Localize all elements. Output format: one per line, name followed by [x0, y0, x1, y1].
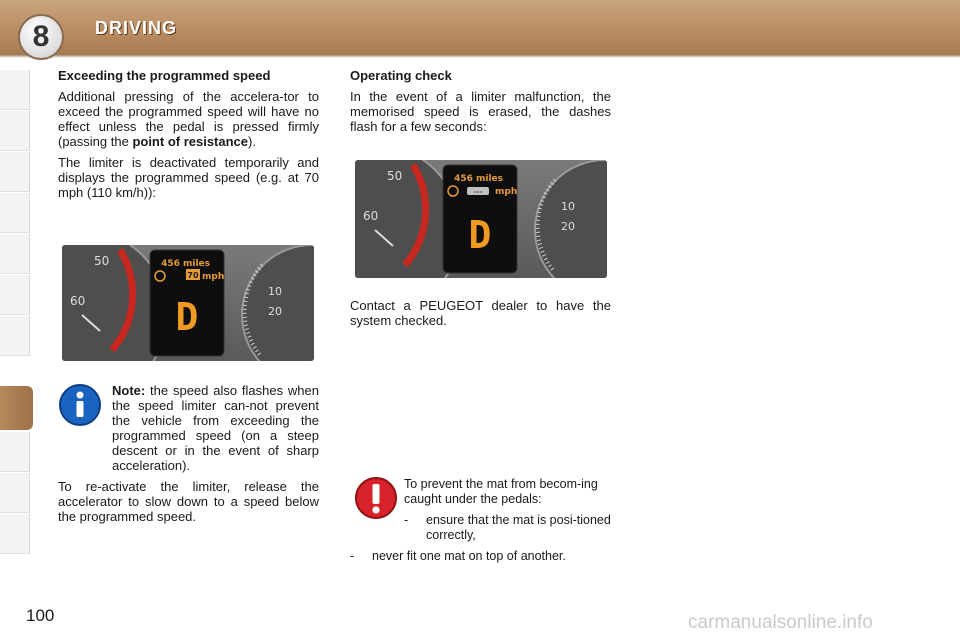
chapter-title: DRIVING	[95, 18, 178, 38]
cluster2-dashes: ---	[473, 188, 483, 196]
right-column	[350, 68, 611, 140]
svg-text:60: 60	[363, 209, 379, 223]
chapter-tabs	[0, 60, 40, 580]
warning-item-2: - never fit one mat on top of another.	[350, 549, 566, 563]
cluster1-miles: 456 miles	[161, 259, 210, 269]
svg-text:20: 20	[268, 305, 282, 318]
cluster1-speed: 70	[187, 271, 199, 280]
cluster2-gear: D	[468, 213, 492, 257]
warning-intro: To prevent the mat from becom-ing caught under the pedals:	[404, 477, 598, 506]
chapter-tab-1[interactable]	[0, 70, 30, 110]
paragraph-malfunction: In the event of a limiter malfunction, the memorised speed is erased, the dashes flash for a few seconds:	[350, 89, 611, 134]
paragraph-contact-dealer: Contact a PEUGEOT dealer to have the system checked.	[350, 298, 611, 328]
section-heading-exceeding: Exceeding the programmed speed	[58, 68, 271, 83]
left-column	[58, 68, 319, 206]
watermark: carmanualsonline.info	[688, 612, 873, 633]
svg-text:50: 50	[94, 254, 110, 268]
warning-block	[350, 477, 611, 564]
paragraph-additional-pressing: Additional pressing of the accelera-tor to exceed the programmed speed will have no effect unless the pedal is pressed firmly (passing the point of resistance).	[58, 89, 319, 149]
cluster2-unit: mph	[495, 187, 518, 197]
chapter-tab-9[interactable]	[0, 432, 30, 472]
chapter-tab-2[interactable]	[0, 111, 30, 151]
instrument-cluster-image-dashes	[355, 160, 607, 278]
svg-text:60: 60	[70, 294, 86, 308]
note-paragraph: Note: the speed also flashes when the speed limiter can-not prevent the vehicle from exceeding the programmed speed (on a steep descent or in the event of sharp acceleration).	[112, 383, 319, 473]
paragraph-limiter-deactivated: The limiter is deactivated temporarily and displays the programmed speed (e.g. at 70 mph (110 km/h)):	[58, 155, 319, 200]
cluster1-unit: mph	[202, 272, 225, 282]
chapter-tab-6[interactable]	[0, 275, 30, 315]
chapter-tab-8-active[interactable]	[0, 386, 33, 430]
instrument-cluster-image-speed	[62, 245, 314, 361]
contact-dealer-block	[350, 298, 611, 334]
chapter-tab-4[interactable]	[0, 193, 30, 233]
svg-text:10: 10	[268, 285, 282, 298]
header-shadow	[0, 54, 960, 58]
chapter-tab-11[interactable]	[0, 514, 30, 554]
chapter-tab-10[interactable]	[0, 473, 30, 513]
chapter-number-badge: 8	[18, 14, 64, 60]
chapter-tab-5[interactable]	[0, 234, 30, 274]
svg-text:20: 20	[561, 220, 575, 233]
cluster1-gear: D	[175, 295, 199, 339]
page-number: 100	[26, 606, 55, 625]
section-heading-operating-check: Operating check	[350, 68, 452, 83]
cluster2-miles: 456 miles	[454, 174, 503, 184]
note-block	[58, 383, 319, 530]
svg-text:50: 50	[387, 169, 403, 183]
chapter-tab-7[interactable]	[0, 316, 30, 356]
warning-item-1: - ensure that the mat is posi-tioned correctly,	[404, 513, 611, 542]
svg-text:10: 10	[561, 200, 575, 213]
paragraph-reactivate: To re-activate the limiter, release the accelerator to slow down to a speed below the programmed speed.	[58, 479, 319, 524]
chapter-tab-3[interactable]	[0, 152, 30, 192]
